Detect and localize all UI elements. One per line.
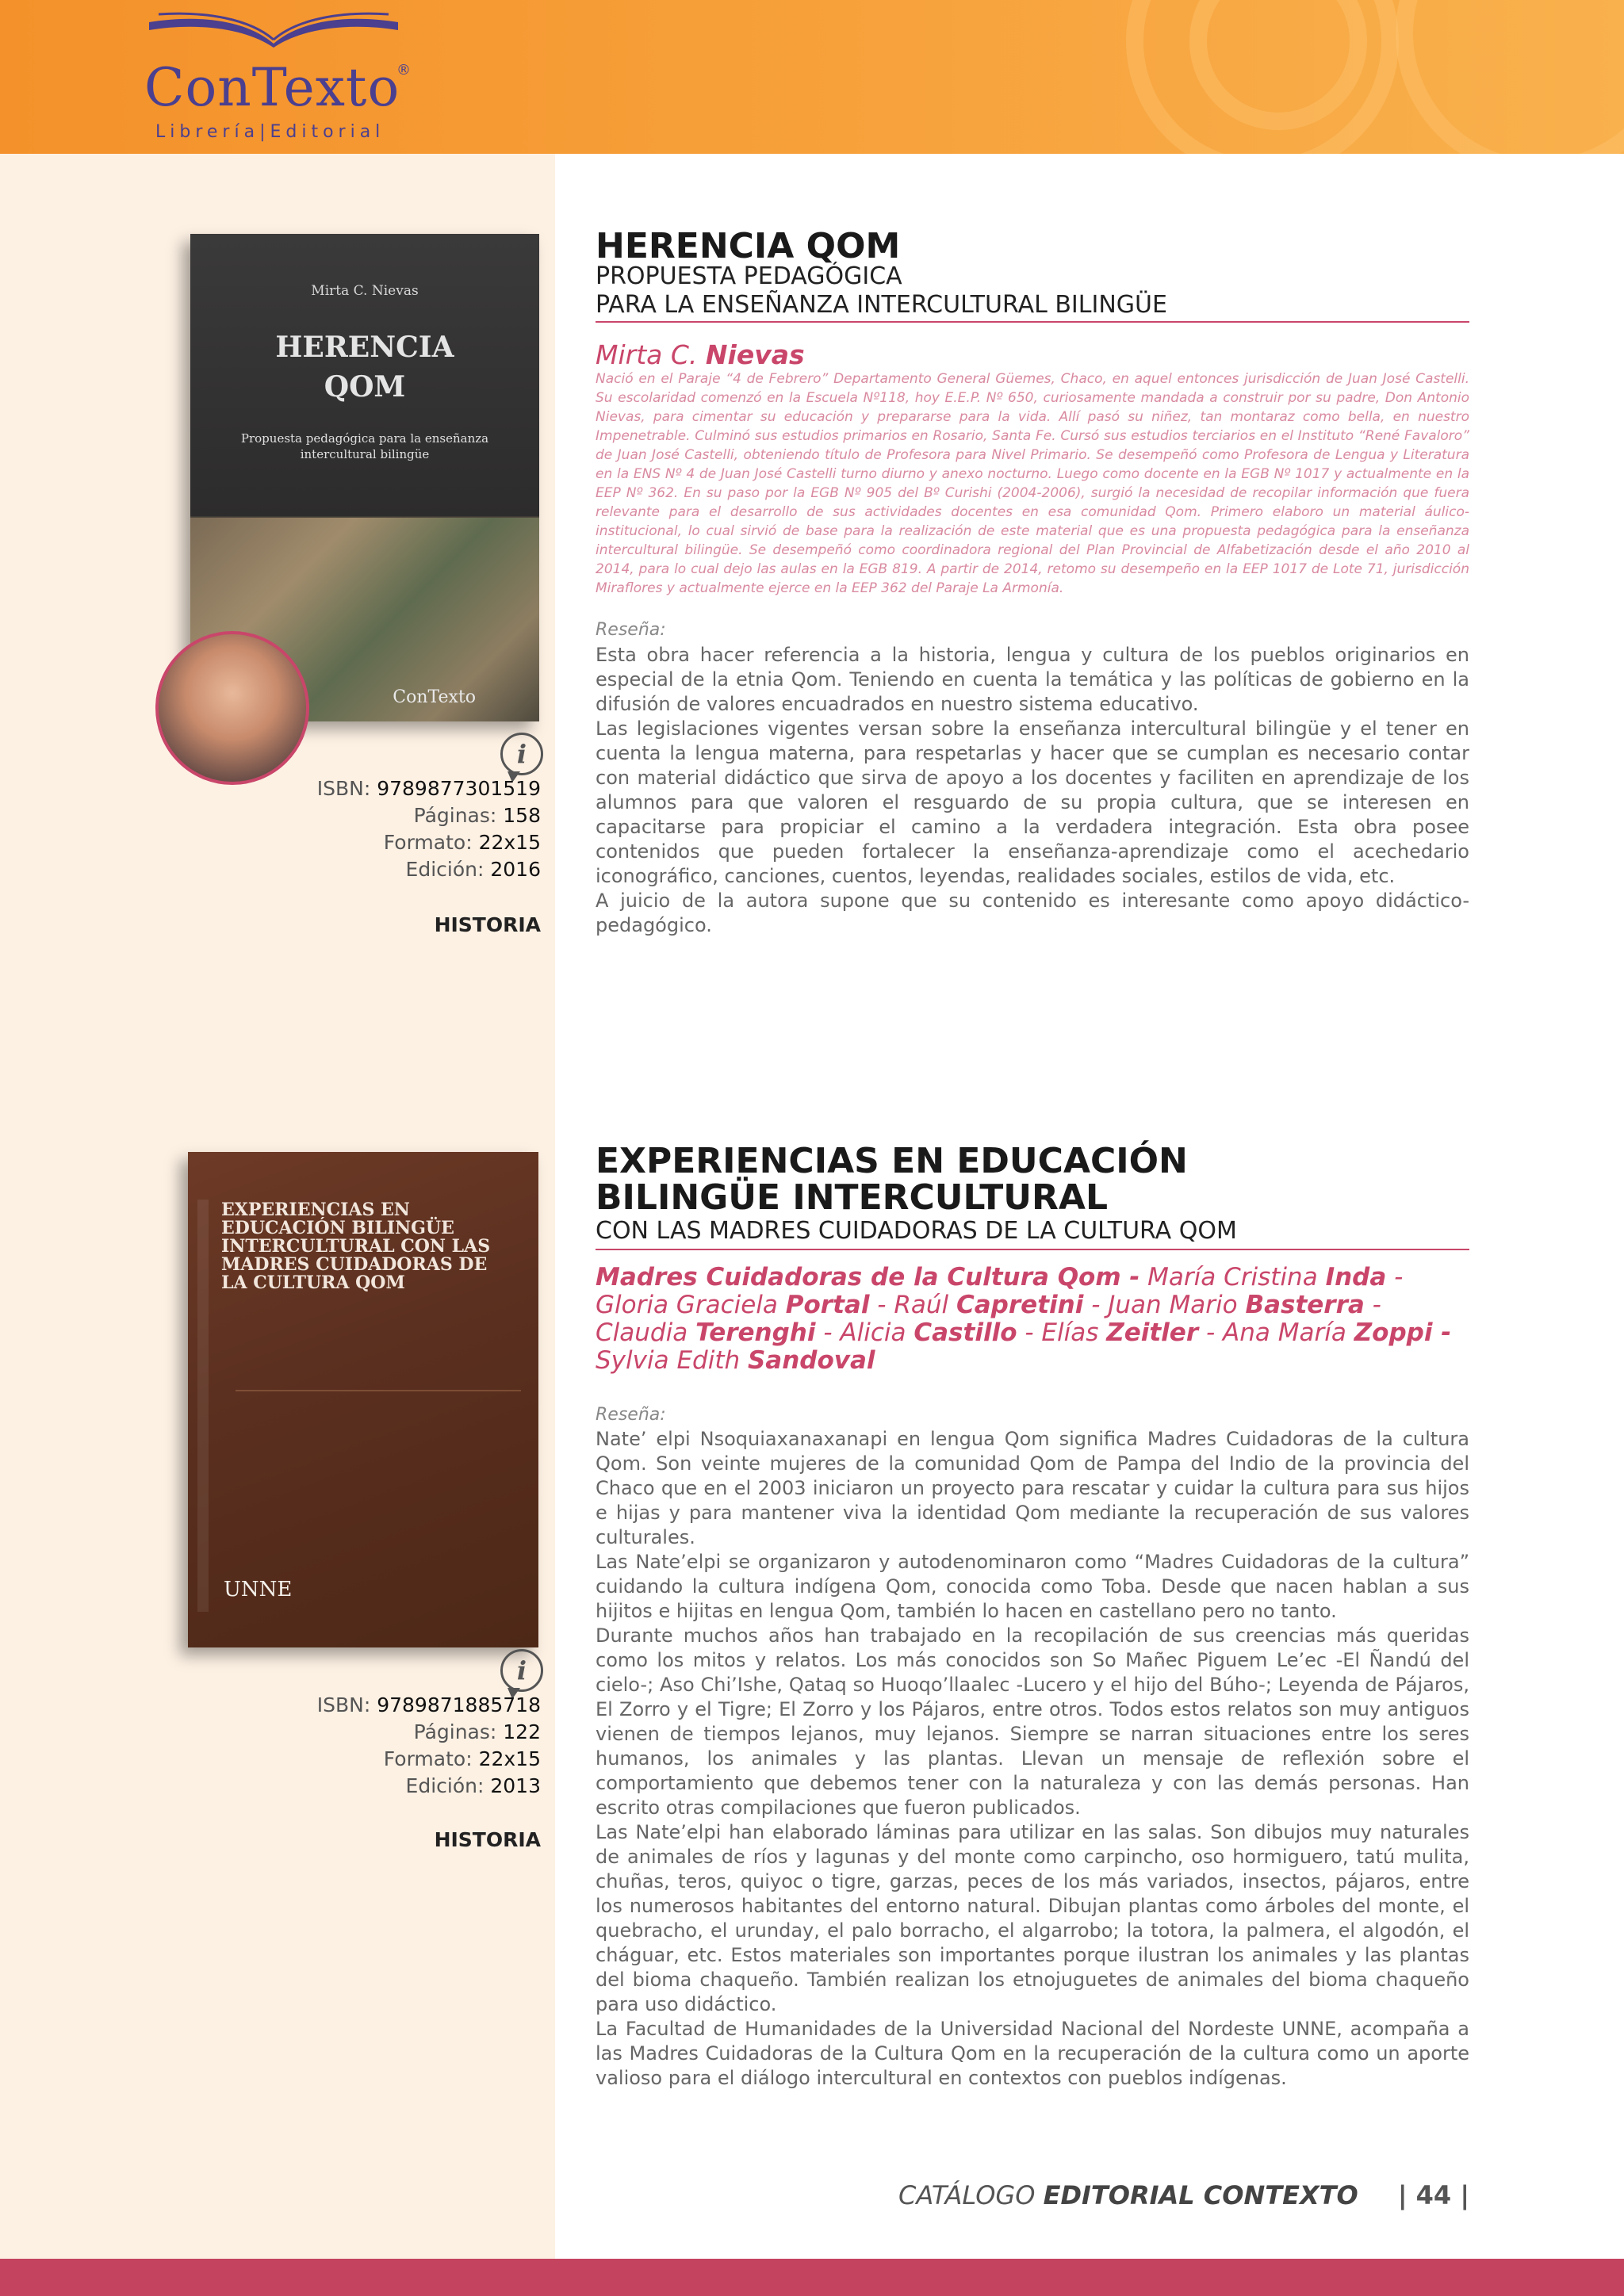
pages-row: Páginas: 122	[413, 1720, 541, 1743]
page-footer	[898, 2180, 1469, 2210]
edition-row: Edición: 2013	[405, 1774, 541, 1797]
book-details	[208, 1692, 541, 1800]
edition-value: 2016	[490, 858, 541, 881]
decorative-swirl	[1396, 0, 1624, 154]
category-label[interactable]: HISTORIA	[434, 913, 541, 936]
cover-author: Mirta C. Nievas	[311, 283, 419, 299]
title-divider	[596, 321, 1469, 323]
book-title-line-2: BILINGÜE INTERCULTURAL	[596, 1177, 1108, 1218]
info-icon[interactable]: i	[500, 1649, 543, 1692]
isbn-row: ISBN: 9789877301519	[316, 777, 541, 800]
logo-wordmark[interactable]: ConTexto	[144, 57, 400, 118]
open-book-icon	[143, 8, 404, 48]
cover-publisher-logo: ConTexto	[393, 687, 476, 707]
cover-subtitle: Propuesta pedagógica para la enseñanza intercultural bilingüe	[240, 431, 489, 461]
author-name: Mirta C. Nievas	[596, 339, 805, 370]
footer-publisher: EDITORIAL CONTEXTO	[1043, 2180, 1358, 2210]
logo-subtitle: Librería|Editorial	[155, 122, 385, 142]
book-subtitle-line-2: PARA LA ENSEÑANZA INTERCULTURAL BILINGÜE	[596, 291, 1167, 319]
format-row: Formato: 22x15	[383, 1747, 541, 1770]
review-text: Nate’ elpi Nsoquiaxanaxanapi en lengua Qom significa Madres Cuidadoras de la cultura Qom. Son veinte mujeres de la comunidad Qom de Pampa del Indio de la provincia del Chaco que en el 2003 iniciaron un proyecto para rescatar y cuidar la cultura para sus hijos e hijas y para mantener viva la identidad Qom mediante la recuperación de sus valores culturales. Las Nate’elpi se organizaron y autodenominaron como “Madres Cuidadoras de la cultura” cuidando la cultura indígena Qom, conocida como Toba. Desde que nacen hablan a sus hijitos e hijitas en lengua Qom, también lo hacen en castellano pero no tanto. Durante muchos años han trabajado en la recopilación de sus creencias más queridas como los mitos y relatos. Los más conocidos son So Mañec Piguem Le’ec -El Ñandú del cielo-; Aso Chi’Ishe, Qataq so Huoqo’llaalec -Lucero y el hijo del Búho-; Leyenda de Pájaros, El Zorro y el Tigre; El Zorro y los Pájaros, entre otros. Todos estos relatos son muy antiguos vienen de tiempos lejanos, muy lejanos. Siempre se narran situaciones entre los seres humanos, los animales y las plantas. Llevan un mensaje de reflexión sobre el comportamiento que debemos tener con la naturaleza y con las demás personas. Han escrito otras compilaciones que fueron publicados. Las Nate’elpi han elaborado láminas para utilizar en las salas. Son dibujos muy naturales de animales de ríos y lagunas y del monte como carpincho, oso hormiguero, tatú mulita, chuñas, teros, quiyoc o tigre, garzas, peces de los más variados, insectos, pájaros, entre los numerosos habitantes del entorno natural. Dibujan plantas como árboles del monte, el quebracho, el urunday, el palo borracho, el algarrobo; la totora, la palmera, el algodón, el cháguar, etc. Estos materiales son importantes porque ilustran los animales y las plantas del bioma chaqueño. También realizan los etnojuguetes de animales del bioma chaqueño para uso didáctico. La Facultad de Humanidades de la Universidad Nacional del Nordeste UNNE, acompaña a las Madres Cuidadoras de la Cultura Qom en la recuperación de la cultura como un aporte valioso para el diálogo intercultural en contextos con pueblos indígenas.	[596, 1428, 1469, 2089]
author-bio: Nació en el Paraje “4 de Febrero” Departamento General Güemes, Chaco, en aquel entonces jurisdicción de Juan José Castelli. Su escolaridad comenzó en la Escuela Nº118, hoy E.E.P. Nº 650, curiosamente mandada a construir por su padre, Don Antonio Nievas, para cimentar su educación y prepararse para la vida. Allí pasó su niñez, tan montaraz como bella, en nuestro Impenetrable. Culminó sus estudios primarios en Rosario, Santa Fe. Cursó sus estudios terciarios en el Instituto “René Favaloro” de Juan José Castelli, obteniendo título de Profesora para Nivel Primario. Se desempeñó como Profesora de Lengua y Literatura en la ENS Nº 4 de Juan José Castelli turno diurno y anexo nocturno. Luego como docente en la EGB Nº 1017 y actualmente en la EEP Nº 362. En su paso por la EGB Nº 905 del Bº Curishi (2004-2006), surgió la necesidad de recopilar información que fuera relevante para el desarrollo de sus actividades docentes en esa comunidad Qom. Primero elaboro un material áulico-institucional, lo cual sirvió de base para la realización de este material que es una propuesta pedagógica para la enseñanza intercultural bilingüe. Se desempeñó como coordinadora regional del Plan Provincial de Alfabetización desde el año 2010 al 2014, para lo cual dejo las aulas en la EGB 819. A partir de 2014, retomo su desempeño en la EEP 1017 de Lote 71, jurisdicción Miraflores y actualmente ejerce en la EEP 362 del Paraje La Armonía.	[596, 371, 1469, 596]
pages-value: 122	[503, 1720, 541, 1743]
info-icon[interactable]: i	[500, 733, 543, 775]
bottom-bar	[0, 2259, 1624, 2296]
pages-value: 158	[503, 804, 541, 827]
category-label[interactable]: HISTORIA	[434, 1828, 541, 1851]
format-row: Formato: 22x15	[383, 831, 541, 854]
format-value: 22x15	[478, 1747, 541, 1770]
author-photo	[155, 631, 309, 785]
review-text: Esta obra hacer referencia a la historia, lengua y cultura de los pueblos originarios en especial de la etnia Qom. Teniendo en cuenta la temática y las políticas de gobierno en la difusión de valores encuadrados en nuestro sistema educativo. Las legislaciones vigentes versan sobre la enseñanza intercultural bilingüe y el tener en cuenta la lengua materna, para respetarlas y hacer que se cumplan es necesario contar con material didáctico que sirva de apoyo a los docentes y faciliten en aprendizaje de los alumnos para que valoren el resguardo de su propia cultura, que se interesen en capacitarse para propiciar el camino a la verdadera integración. Esta obra posee contenidos que pueden fortalecer la enseñanza-aprendizaje como el acechedario iconográfico, canciones, cuentos, leyendas, realidades sociales, estilos de vida, etc. A juicio de la autora supone que su contenido es interesante como apoyo didáctico-pedagógico.	[596, 644, 1469, 936]
pages-row: Páginas: 158	[413, 804, 541, 827]
edition-row: Edición: 2016	[405, 858, 541, 881]
page-number: | 44 |	[1397, 2180, 1469, 2210]
book-title: HERENCIA QOM	[596, 226, 901, 266]
book-subtitle-line-1: PROPUESTA PEDAGÓGICA	[596, 262, 902, 290]
cover-university-logo: UNNE	[224, 1578, 293, 1601]
book-details	[208, 775, 541, 883]
cover-map	[236, 1390, 521, 1574]
book-title-line-1: EXPERIENCIAS EN EDUCACIÓN	[596, 1141, 1188, 1181]
isbn-value: 9789877301519	[377, 777, 541, 800]
review-label: Reseña:	[596, 620, 666, 640]
title-divider	[596, 1249, 1469, 1250]
footer-catalog: CATÁLOGO	[898, 2180, 1036, 2210]
format-value: 22x15	[478, 831, 541, 854]
edition-value: 2013	[490, 1774, 541, 1797]
cover-title: HERENCIA QOM	[275, 331, 454, 404]
cover-title: EXPERIENCIAS EN EDUCACIÓN BILINGÜE INTERCULTURAL CON LAS MADRES CUIDADORAS DE LA CULTURA QOM	[221, 1200, 491, 1293]
cover-spine	[197, 1200, 209, 1612]
header-banner	[0, 0, 1624, 154]
registered-mark: ®	[396, 62, 411, 78]
review-label: Reseña:	[596, 1405, 666, 1425]
book-cover-experiencias[interactable]	[188, 1152, 538, 1647]
isbn-row: ISBN: 9789871885718	[316, 1693, 541, 1716]
author-list: Madres Cuidadoras de la Cultura Qom - María Cristina Inda - Gloria Graciela Portal - Raúl Capretini - Juan Mario Basterra - Claudia Terenghi - Alicia Castillo - Elías Zeitler - Ana María Zoppi - Sylvia Edith Sandoval	[596, 1263, 1452, 1375]
isbn-value: 9789871885718	[377, 1693, 541, 1716]
book-subtitle: CON LAS MADRES CUIDADORAS DE LA CULTURA QOM	[596, 1217, 1237, 1245]
